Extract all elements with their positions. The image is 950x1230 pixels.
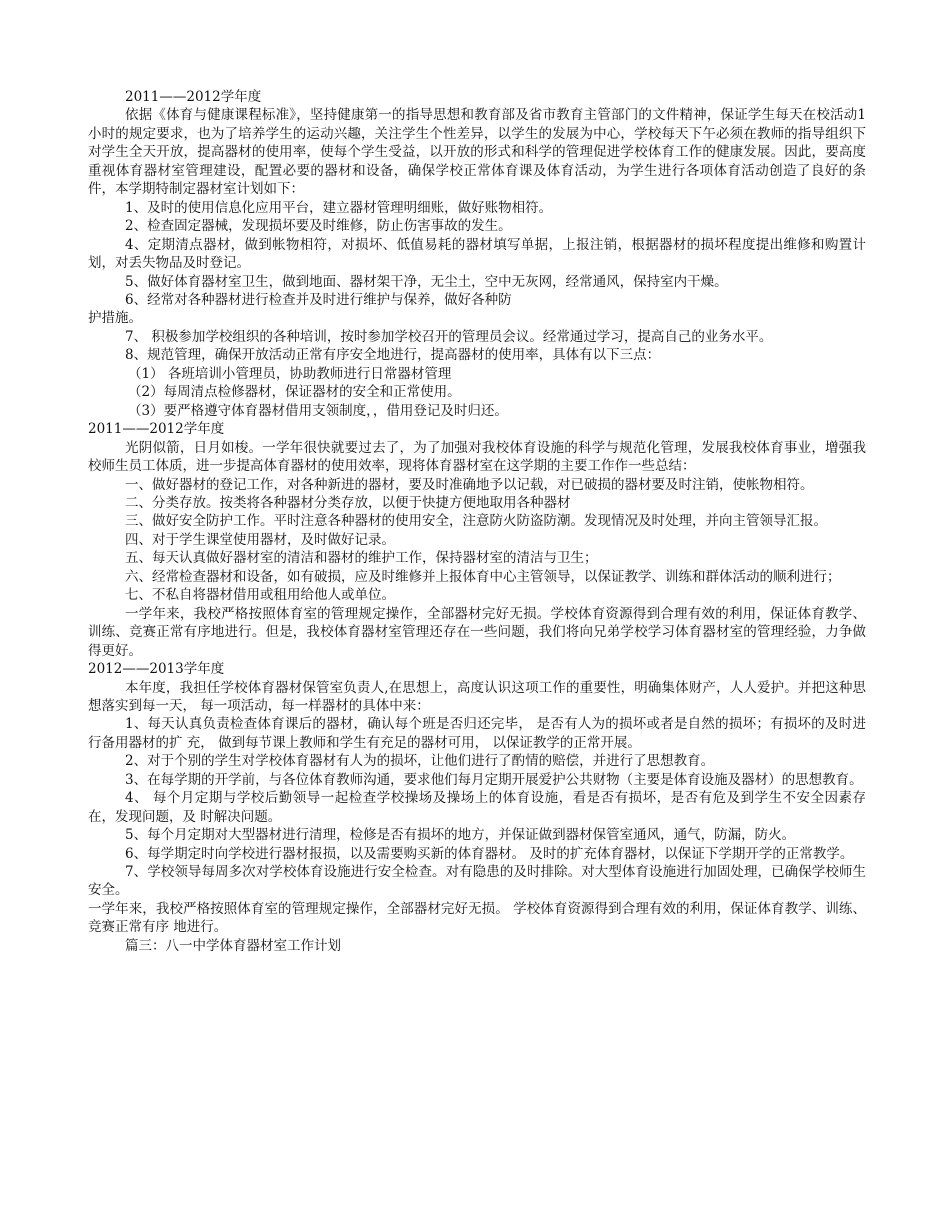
- paragraph: 2、检查固定器械，发现损坏要及时维修，防止伤害事故的发生。: [125, 218, 512, 235]
- paragraph: 6、经常对各种器材进行检查并及时进行维护与保养，做好各种防: [125, 291, 512, 308]
- paragraph: 三、做好安全防护工作。平时注意各种器材的使用安全，注意防火防盗防潮。发现情况及时处理，并向主管领导汇报。: [125, 513, 827, 530]
- paragraph: （1） 各班培训小管理员，协助教师进行日常器材管理: [128, 365, 452, 382]
- paragraph: 本年度，我担任学校体育器材保管室负责人,在思想上，高度认识这项工作的重要性，明确集体财产，人人爱护。并把这种思想落实到每一天， 每一项活动，每一样器材的具体中来：: [88, 679, 866, 714]
- paragraph: 2、对于个别的学生对学校体育器材有人为的损坏，让他们进行了酌情的赔偿，并进行了思想教育。: [125, 753, 715, 770]
- paragraph: 七、不私自将器材借用或租用给他人或单位。: [125, 587, 395, 604]
- paragraph: 2011——2012学年度: [125, 89, 262, 105]
- paragraph: 6、每学期定时向学校进行器材报损，以及需要购买新的体育器材。 及时的扩充体育器材，以保证下学期开学的正常教学。: [125, 845, 854, 862]
- paragraph: 二、分类存放。按类将各种器材分类存放，以便于快捷方便地取用各种器材: [125, 494, 571, 511]
- paragraph: （2）每周清点检修器材，保证器材的安全和正常使用。: [128, 384, 461, 401]
- paragraph: 7、 积极参加学校组织的各种培训，按时参加学校召开的管理员会议。经常通过学习，提高自己的业务水平。: [125, 328, 773, 345]
- paragraph: （3）要严格遵守体育器材借用支领制度，，借用登记及时归还。: [128, 402, 508, 419]
- paragraph: 一学年来，我校严格按照体育室的管理规定操作，全部器材完好无损。 学校体育资源得到合理有效的利用，保证体育教学、训练、竞赛正常有序 地进行。: [88, 900, 866, 936]
- paragraph: 1、及时的使用信息化应用平台，建立器材管理明细账，做好账物相符。: [125, 199, 553, 216]
- paragraph: 光阴似箭，日月如梭。一学年很快就要过去了，为了加强对我校体育设施的科学与规范化管理，发展我校体育事业，增强我校师生员工体质，进一步提高体育器材的使用效率，现将体育器材室在这学期的主要工作作一些总结：: [88, 439, 866, 475]
- paragraph: 1、每天认真负责检查体育课后的器材，确认每个班是否归还完毕， 是否有人为的损坏或者是自然的损坏；有损坏的及时进行备用器材的扩 充， 做到每节课上教师和学生有充足的器材可用， 以保证教学的正常开展。: [88, 716, 866, 751]
- paragraph: 2012——2013学年度: [88, 661, 225, 678]
- paragraph: 一、做好器材的登记工作，对各种新进的器材，要及时准确地予以记载，对已破损的器材要及时注销，使帐物相符。: [125, 476, 814, 493]
- paragraph: 7、学校领导每周多次对学校体育设施进行安全检查。对有隐患的及时排除。对大型体育设施进行加固处理，已确保学校师生安全。: [88, 864, 866, 899]
- paragraph: 一学年来，我校严格按照体育室的管理规定操作，全部器材完好无损。学校体育资源得到合理有效的利用，保证体育教学、训练、竞赛正常有序地进行。但是，我校体育器材室管理还存在一些问题，我们将向兄弟学校学习体育器材室的管理经验，力争做得更好。: [88, 605, 866, 659]
- paragraph: 5、每个月定期对大型器材进行清理，检修是否有损坏的地方，并保证做到器材保管室通风，通气，防漏，防火。: [125, 827, 796, 844]
- paragraph: 8、规范管理，确保开放活动正常有序安全地进行，提高器材的使用率，具体有以下三点：: [125, 347, 661, 364]
- paragraph: 5、做好体育器材室卫生，做到地面、器材架干净，无尘土，空中无灰网，经常通风，保持室内干燥。: [125, 273, 728, 290]
- paragraph: 护措施。: [88, 310, 142, 327]
- paragraph: 2011——2012学年度: [88, 421, 225, 438]
- paragraph: 四、对于学生课堂使用器材，及时做好记录。: [125, 531, 395, 548]
- paragraph: 依据《体育与健康课程标准》，坚持健康第一的指导思想和教育部及省市教育主管部门的文件精神，保证学生每天在校活动1小时的规定要求，也为了培养学生的运动兴趣，关注学生个性差异，以学生的发展为中心，学校每天下午必须在教师的指导组织下对学生全天开放，提高器材的使用率，使每个学生受益，以开放的形式和科学的管理促进学校体育工作的健康发展。因此，要高度重视体育器材室管理建设，配置必要的器材和设备，确保学校正常体育课及体育活动，为学生进行各项体育活动创造了良好的条件，本学期特制定器材室计划如下：: [88, 107, 866, 198]
- paragraph: 4、定期清点器材，做到帐物相符，对损坏、低值易耗的器材填写单据，上报注销，根据器材的损坏程度提出维修和购置计划，对丢失物品及时登记。: [88, 236, 866, 272]
- paragraph: 篇三：八一中学体育器材室工作计划: [125, 937, 341, 954]
- document-body: [88, 88, 866, 955]
- paragraph: 五、每天认真做好器材室的清洁和器材的维护工作，保持器材室的清洁与卫生；: [125, 550, 598, 567]
- paragraph: 4、 每个月定期与学校后勤领导一起检查学校操场及操场上的体育设施，看是否有损坏，是否有危及到学生不安全因素存在，发现问题，及 时解决问题。: [88, 790, 866, 825]
- paragraph: 六、经常检查器材和设备，如有破损，应及时维修并上报体育中心主管领导，以保证教学、训练和群体活动的顺利进行；: [125, 568, 841, 585]
- paragraph: 3、在每学期的开学前，与各位体育教师沟通，要求他们每月定期开展爱护公共财物（主要是体育设施及器材）的思想教育。: [125, 771, 863, 788]
